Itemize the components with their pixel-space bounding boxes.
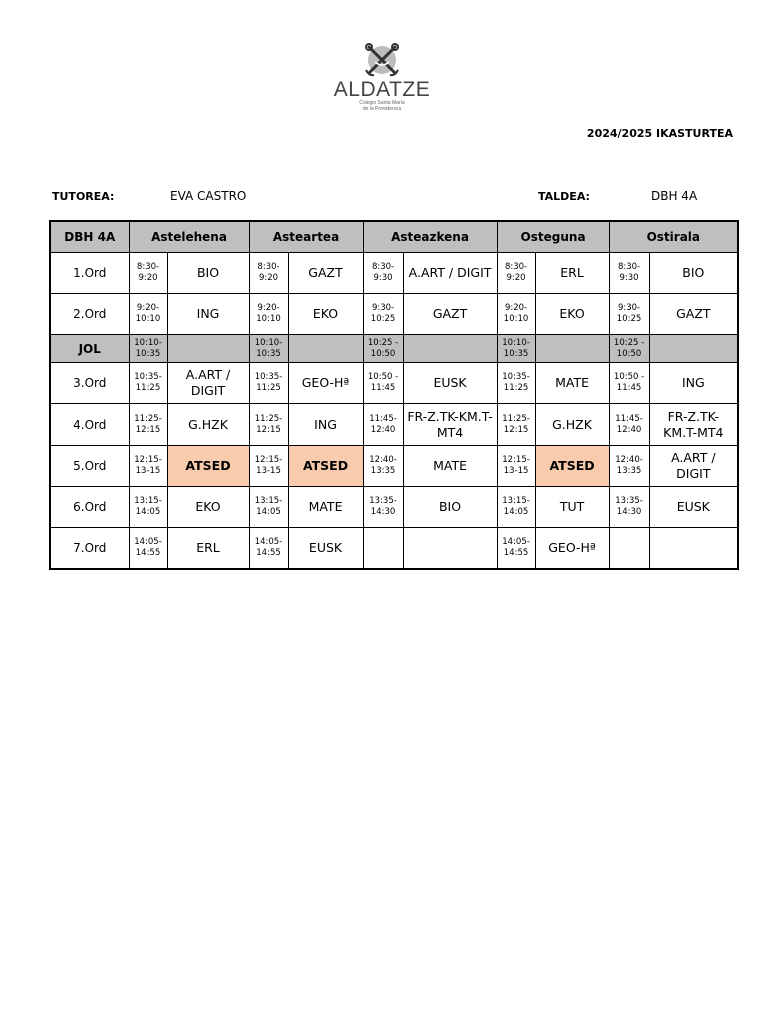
subject-line: ATSED xyxy=(185,457,231,473)
time-line: 13:35- xyxy=(369,495,397,506)
time-cell xyxy=(609,294,649,335)
period-label: 2.Ord xyxy=(50,294,129,335)
subject-line: ING xyxy=(681,375,705,391)
time-line: 10:10 xyxy=(503,314,529,325)
time-line: 10:25 - xyxy=(613,337,645,348)
subject-cell xyxy=(167,527,249,569)
time-line: 13:35- xyxy=(615,495,643,506)
day-header: Osteguna xyxy=(497,221,609,253)
subject-line: BIO xyxy=(682,265,705,281)
subject-cell xyxy=(403,253,497,294)
subject-cell xyxy=(535,486,609,527)
time-line: 10:50 xyxy=(370,348,396,359)
school-logo xyxy=(330,40,434,116)
subject-cell xyxy=(167,253,249,294)
time-line: 12:15 xyxy=(503,424,529,435)
time-cell xyxy=(497,335,535,363)
subject-line: BIO xyxy=(196,265,220,281)
time-cell xyxy=(497,404,535,445)
time-line: 12:15- xyxy=(502,454,530,465)
subject-cell xyxy=(649,253,738,294)
time-line: 14:55 xyxy=(503,547,529,558)
time-line: 10:50 xyxy=(616,348,642,359)
period-row xyxy=(50,294,738,335)
period-label: 6.Ord xyxy=(50,486,129,527)
time-line: 12:40- xyxy=(615,454,643,465)
group-value: DBH 4A xyxy=(651,189,698,203)
schedule-table xyxy=(49,220,739,570)
time-cell xyxy=(249,335,288,363)
subject-cell xyxy=(288,363,363,404)
subject-cell xyxy=(649,527,738,569)
time-line: 9:20- xyxy=(504,303,528,314)
time-line: 10:10 xyxy=(135,314,161,325)
subject-cell xyxy=(288,294,363,335)
time-cell xyxy=(363,253,403,294)
anchor-emblem-icon xyxy=(362,40,402,80)
subject-line: FR-Z.TK- xyxy=(667,408,720,424)
tutor-label: TUTOREA: xyxy=(52,190,115,203)
time-cell xyxy=(129,363,167,404)
time-line: 14:05 xyxy=(503,506,529,517)
time-line: 9:30 xyxy=(619,273,639,284)
subject-line: G.HZK xyxy=(552,416,592,432)
time-line: 12:40- xyxy=(369,454,397,465)
time-cell xyxy=(249,486,288,527)
subject-cell xyxy=(649,335,738,363)
subject-cell xyxy=(403,335,497,363)
time-line: 13:35 xyxy=(616,465,642,476)
time-line: 10:35- xyxy=(134,372,162,383)
header-row xyxy=(50,221,738,253)
time-line: 9:30 xyxy=(373,273,393,284)
tutor-value: EVA CASTRO xyxy=(170,189,247,203)
subject-line: EKO xyxy=(559,306,585,322)
period-label: 5.Ord xyxy=(50,445,129,486)
subject-cell xyxy=(649,445,738,486)
subject-cell xyxy=(167,404,249,445)
time-cell xyxy=(497,527,535,569)
day-header: Astelehena xyxy=(129,221,249,253)
corner-cell: DBH 4A xyxy=(50,221,129,253)
day-header: Asteartea xyxy=(249,221,363,253)
logo-brand: ALDATZE xyxy=(333,78,431,101)
time-line: 11:25 xyxy=(135,383,161,394)
subject-cell xyxy=(403,294,497,335)
period-label: 1.Ord xyxy=(50,253,129,294)
subject-cell xyxy=(403,404,497,445)
time-line: 13-15 xyxy=(135,465,161,476)
group-label: TALDEA: xyxy=(538,190,590,203)
time-line: 9:20 xyxy=(506,273,526,284)
subject-line: ERL xyxy=(560,265,584,281)
subject-cell xyxy=(288,527,363,569)
time-cell xyxy=(249,404,288,445)
subject-line: KM.T-MT4 xyxy=(663,424,724,440)
time-line: 14:05- xyxy=(502,536,530,547)
time-line: 8:30- xyxy=(257,262,280,273)
time-cell xyxy=(249,363,288,404)
time-cell xyxy=(129,445,167,486)
subject-line: ATSED xyxy=(549,457,595,473)
time-line: 11:45- xyxy=(369,413,397,424)
time-line: 12:15 xyxy=(256,424,281,435)
subject-cell xyxy=(649,363,738,404)
subject-cell xyxy=(535,253,609,294)
time-cell xyxy=(129,253,167,294)
subject-line: G.HZK xyxy=(188,416,228,432)
subject-line: MATE xyxy=(308,498,343,514)
period-row xyxy=(50,363,738,404)
period-label: 3.Ord xyxy=(50,363,129,404)
time-line: 10:35 xyxy=(256,348,281,359)
time-line: 11:25- xyxy=(502,413,530,424)
time-line: 10:35- xyxy=(502,372,530,383)
subject-line: MT4 xyxy=(436,424,464,440)
time-cell xyxy=(363,445,403,486)
subject-line: FR-Z.TK-KM.T- xyxy=(407,408,493,424)
subject-cell xyxy=(535,527,609,569)
time-cell xyxy=(497,363,535,404)
time-line: 13:35 xyxy=(370,465,396,476)
school-year: 2024/2025 IKASTURTEA xyxy=(586,127,733,140)
subject-line: DIGIT xyxy=(676,465,711,481)
time-line: 11:25- xyxy=(254,413,283,424)
time-cell xyxy=(129,294,167,335)
time-cell xyxy=(609,404,649,445)
time-cell xyxy=(363,363,403,404)
subject-line: MATE xyxy=(555,375,589,391)
time-cell xyxy=(363,486,403,527)
subject-cell xyxy=(649,486,738,527)
subject-cell xyxy=(649,404,738,445)
subject-line: A.ART / DIGIT xyxy=(408,265,492,281)
time-cell xyxy=(497,445,535,486)
time-cell xyxy=(249,294,288,335)
period-row xyxy=(50,486,738,527)
time-line: 14:05 xyxy=(135,506,161,517)
subject-line: TUT xyxy=(559,498,585,514)
time-cell xyxy=(609,253,649,294)
time-line: 10:10- xyxy=(502,337,530,348)
time-line: 12:40 xyxy=(616,424,642,435)
time-line: 11:45 xyxy=(616,383,642,394)
time-line: 14:55 xyxy=(135,547,161,558)
time-line: 9:30- xyxy=(617,303,641,314)
time-line: 9:20 xyxy=(258,273,279,284)
time-line: 10:25 xyxy=(370,314,396,325)
logo-subtitle-1: Colegio Santa María xyxy=(359,100,405,106)
time-cell xyxy=(497,253,535,294)
time-cell xyxy=(129,486,167,527)
subject-cell xyxy=(167,335,249,363)
subject-line: ERL xyxy=(196,539,220,555)
time-line: 11:25 xyxy=(256,383,281,394)
day-header: Ostirala xyxy=(609,221,738,253)
time-line: 10:25 xyxy=(616,314,642,325)
period-label: 4.Ord xyxy=(50,404,129,445)
time-cell xyxy=(609,486,649,527)
break-row xyxy=(50,335,738,363)
time-line: 10:10- xyxy=(134,337,162,348)
time-line: 9:20- xyxy=(136,303,160,314)
period-label: JOL xyxy=(50,335,129,363)
time-line: 8:30- xyxy=(617,262,641,273)
time-line: 14:30 xyxy=(370,506,396,517)
time-line: 12:15- xyxy=(134,454,162,465)
subject-cell xyxy=(403,486,497,527)
time-line: 12:15 xyxy=(135,424,161,435)
period-label: 7.Ord xyxy=(50,527,129,569)
subject-cell xyxy=(288,486,363,527)
time-line: 10:35- xyxy=(254,372,283,383)
rest-cell xyxy=(535,445,609,486)
period-row xyxy=(50,445,738,486)
subject-cell xyxy=(167,363,249,404)
rest-cell xyxy=(167,445,249,486)
time-cell xyxy=(497,294,535,335)
subject-cell xyxy=(288,404,363,445)
time-line: 10:50 - xyxy=(613,372,645,383)
time-line: 8:30- xyxy=(371,262,395,273)
subject-line: EUSK xyxy=(433,375,467,391)
time-line: 13-15 xyxy=(256,465,281,476)
rest-cell xyxy=(288,445,363,486)
subject-cell xyxy=(403,527,497,569)
subject-cell xyxy=(535,363,609,404)
subject-line: EUSK xyxy=(308,539,343,555)
subject-cell xyxy=(288,253,363,294)
time-cell xyxy=(497,486,535,527)
time-cell xyxy=(249,445,288,486)
time-cell xyxy=(249,527,288,569)
time-cell xyxy=(129,335,167,363)
subject-cell xyxy=(535,404,609,445)
time-line: 11:45- xyxy=(615,413,643,424)
time-line: 13:15- xyxy=(254,495,283,506)
time-cell xyxy=(609,335,649,363)
subject-line: A.ART / xyxy=(671,449,716,465)
day-header: Asteazkena xyxy=(363,221,497,253)
subject-line: EKO xyxy=(312,306,339,322)
subject-line: MATE xyxy=(433,457,467,473)
subject-line: DIGIT xyxy=(190,383,226,399)
subject-cell xyxy=(288,335,363,363)
time-line: 14:05 xyxy=(256,506,281,517)
time-line: 14:30 xyxy=(616,506,642,517)
subject-cell xyxy=(167,486,249,527)
subject-line: GAZT xyxy=(432,306,468,322)
logo-subtitle-2: de la Providencia xyxy=(362,106,402,112)
time-line: 13:15- xyxy=(502,495,530,506)
time-line: 14:55 xyxy=(256,547,281,558)
time-line: 10:25 - xyxy=(367,337,399,348)
time-cell xyxy=(609,445,649,486)
time-line: 10:10- xyxy=(254,337,283,348)
time-line: 14:05- xyxy=(254,536,283,547)
subject-line: GAZT xyxy=(676,306,711,322)
time-line: 13:15- xyxy=(134,495,162,506)
time-cell xyxy=(129,527,167,569)
subject-line: ING xyxy=(196,306,220,322)
subject-cell xyxy=(535,335,609,363)
subject-cell xyxy=(403,363,497,404)
time-line: 10:35 xyxy=(503,348,529,359)
time-line: 8:30- xyxy=(504,262,528,273)
time-line: 14:05- xyxy=(134,536,162,547)
time-line: 10:10 xyxy=(256,314,281,325)
time-line: 12:40 xyxy=(370,424,396,435)
subject-cell xyxy=(535,294,609,335)
period-row xyxy=(50,253,738,294)
time-cell xyxy=(609,363,649,404)
subject-cell xyxy=(403,445,497,486)
subject-cell xyxy=(649,294,738,335)
time-cell xyxy=(363,335,403,363)
time-line: 11:45 xyxy=(370,383,396,394)
time-cell xyxy=(609,527,649,569)
time-line: 9:30- xyxy=(371,303,395,314)
time-line: 9:20- xyxy=(257,303,280,314)
time-cell xyxy=(363,294,403,335)
period-row xyxy=(50,527,738,569)
subject-line: ATSED xyxy=(302,457,349,473)
time-line: 12:15- xyxy=(254,454,283,465)
time-line: 11:25- xyxy=(134,413,162,424)
time-line: 10:35 xyxy=(135,348,161,359)
subject-line: BIO xyxy=(438,498,462,514)
time-cell xyxy=(249,253,288,294)
time-line: 13-15 xyxy=(503,465,529,476)
subject-line: GEO-Hª xyxy=(548,539,596,555)
time-cell xyxy=(363,404,403,445)
period-row xyxy=(50,404,738,445)
time-line: 11:25 xyxy=(503,383,529,394)
time-cell xyxy=(363,527,403,569)
subject-line: EUSK xyxy=(676,498,710,514)
time-line: 10:50 - xyxy=(367,372,399,383)
subject-line: ING xyxy=(314,416,337,432)
time-cell xyxy=(129,404,167,445)
subject-line: GAZT xyxy=(308,265,343,281)
time-line: 8:30- xyxy=(136,262,160,273)
subject-cell xyxy=(167,294,249,335)
subject-line: GEO-Hª xyxy=(301,375,350,391)
subject-line: EKO xyxy=(195,498,221,514)
time-line: 9:20 xyxy=(138,273,158,284)
subject-line: A.ART / xyxy=(185,367,231,383)
